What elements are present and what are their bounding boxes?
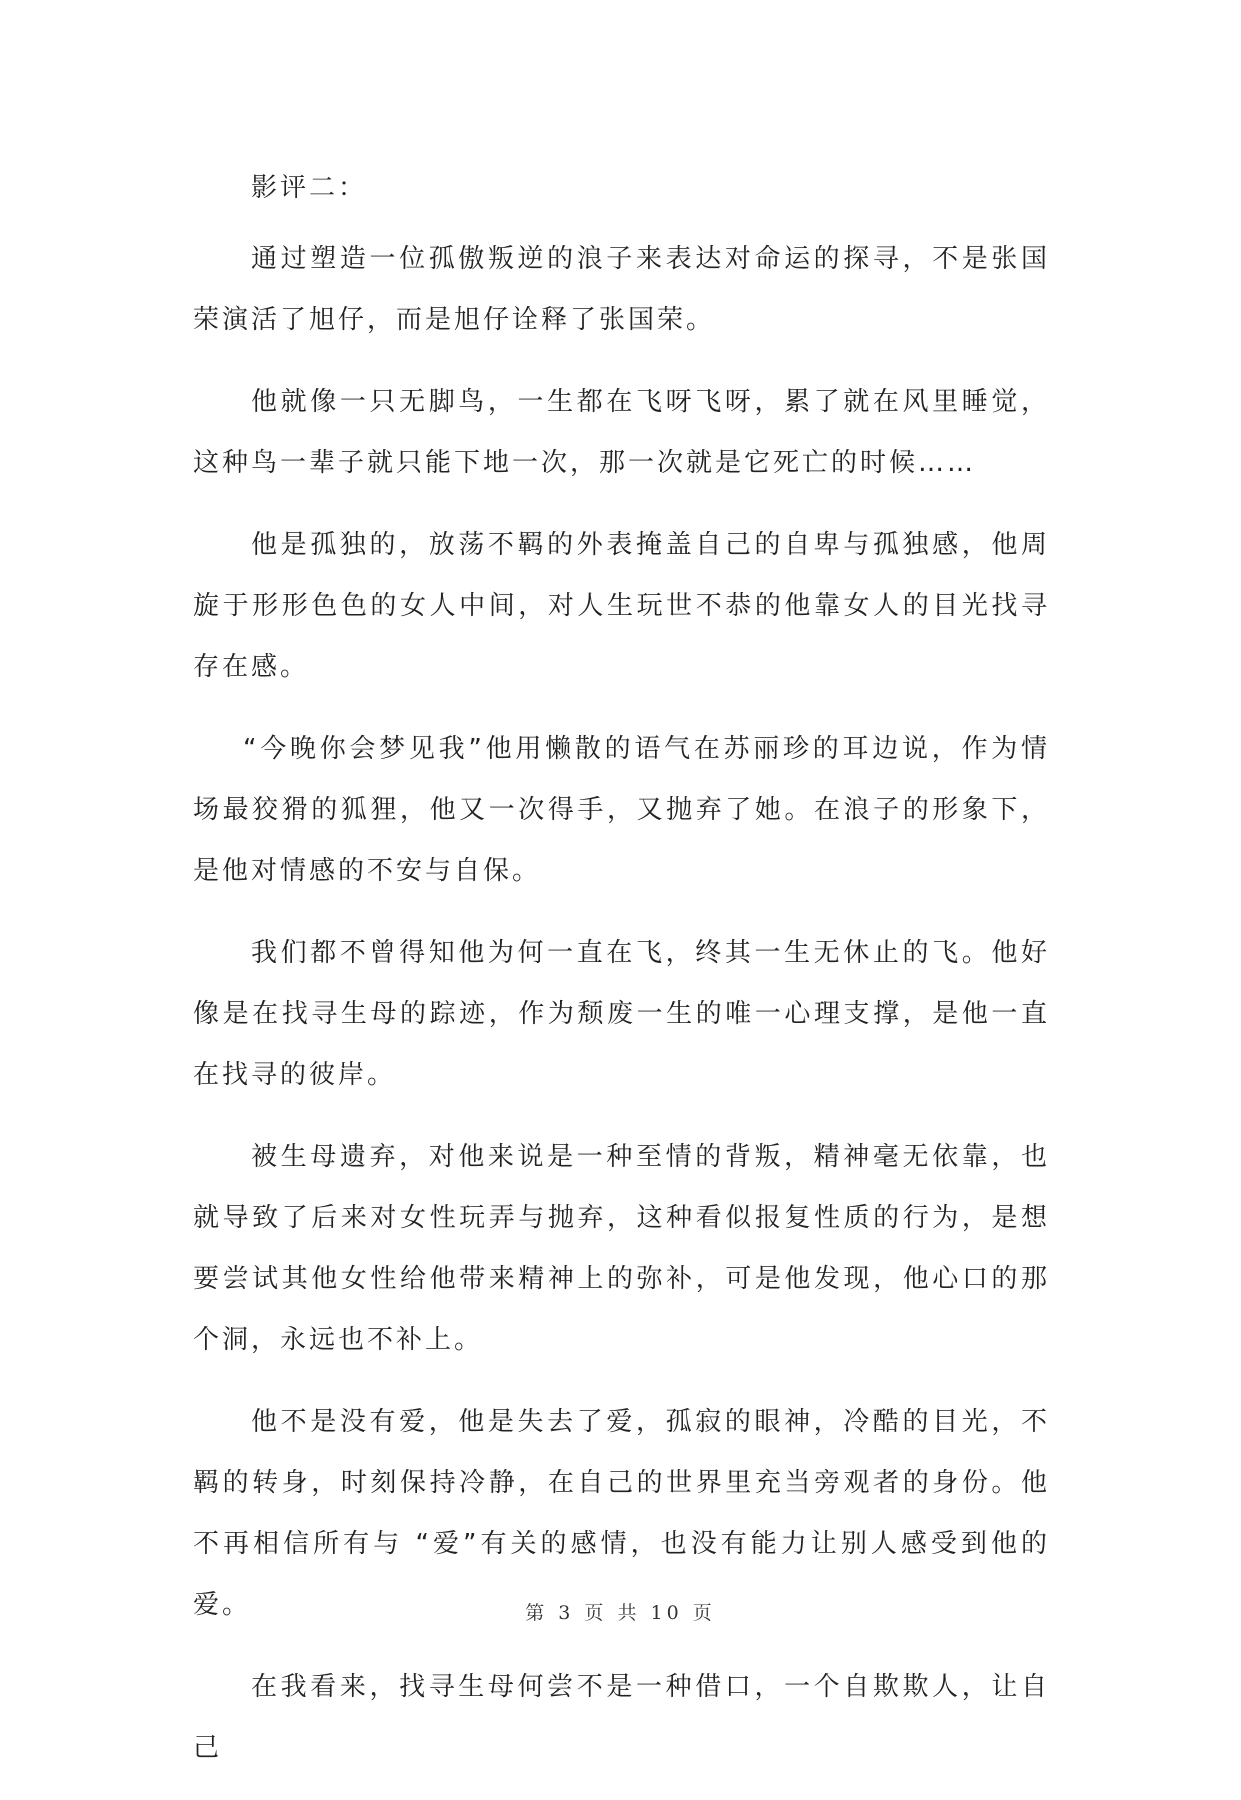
page-content (193, 158, 1050, 1800)
paragraph-8: 在我看来，找寻生母何尝不是一种借口，一个自欺欺人，让自己 (193, 1672, 1050, 1763)
section-heading: 影评二： (251, 173, 368, 203)
paragraph-3: 他是孤独的，放荡不羁的外表掩盖自己的自卑与孤独感，他周旋于形形色色的女人中间，对人生玩世不恭的他靠女人的目光找寻存在感。 (193, 530, 1050, 682)
paragraph-5: 我们都不曾得知他为何一直在飞，终其一生无休止的飞。他好像是在找寻生母的踪迹，作为颓废一生的唯一心理支撑，是他一直在找寻的彼岸。 (193, 938, 1050, 1090)
paragraph-6: 被生母遗弃，对他来说是一种至情的背叛，精神毫无依靠，也就导致了后来对女性玩弄与抛弃，这种看似报复性质的行为，是想要尝试其他女性给他带来精神上的弥补，可是他发现，他心口的那个洞，永远也不补上。 (193, 1142, 1050, 1355)
page-number-footer: 第 3 页 共 10 页 (525, 1602, 716, 1624)
paragraph-1: 通过塑造一位孤傲叛逆的浪子来表达对命运的探寻，不是张国荣演活了旭仔，而是旭仔诠释了张国荣。 (193, 244, 1050, 335)
paragraph-2: 他就像一只无脚鸟，一生都在飞呀飞呀，累了就在风里睡觉，这种鸟一辈子就只能下地一次，那一次就是它死亡的时候…… (193, 387, 1050, 478)
paragraph-7: 他不是没有爱，他是失去了爱，孤寂的眼神，冷酷的目光，不羁的转身，时刻保持冷静，在自己的世界里充当旁观者的身份。他不再相信所有与 “爱”有关的感情，也没有能力让别人感受到他的爱。 (193, 1407, 1050, 1620)
paragraph-4: “今晚你会梦见我”他用懒散的语气在苏丽珍的耳边说，作为情场最狡猾的狐狸，他又一次得手，又抛弃了她。在浪子的形象下，是他对情感的不安与自保。 (193, 734, 1050, 886)
